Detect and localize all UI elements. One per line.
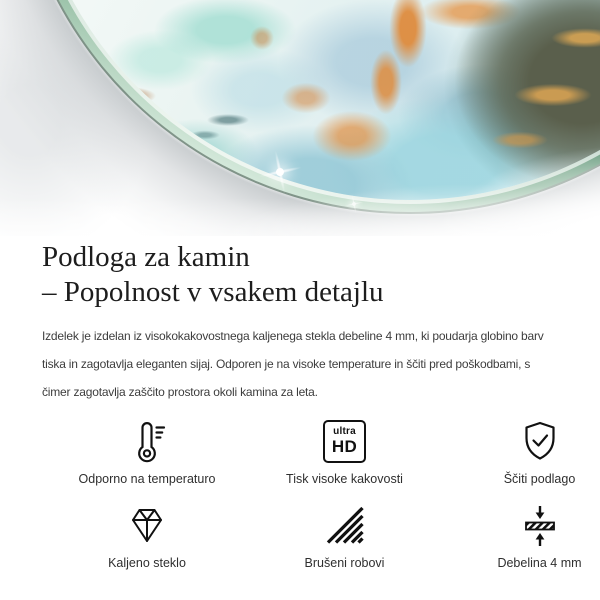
ultra-hd-icon-text-bottom: HD: [331, 437, 358, 456]
ultra-hd-icon-text-top: ultra: [333, 426, 356, 437]
product-description: Izdelek je izdelan iz visokokakovostnega kaljenega stekla debeline 4 mm, ki poudarja globino barv tiska in zagotavlja eleganten sijaj. Odporen je na visoke temperature in ščiti pred poškodbami, s čimer zagotavlja zaščito prostora okoli kamina za leta.: [42, 329, 544, 399]
beveled-edges-icon: [323, 502, 367, 548]
title-line-2: – Popolnost v vsakem detajlu: [42, 276, 384, 308]
diamond-icon: [125, 502, 169, 548]
content-area: [0, 240, 600, 570]
feature-label: Ščiti podlago: [503, 472, 576, 486]
feature-label: Tisk visoke kakovosti: [286, 472, 403, 486]
thermometer-icon: [125, 418, 169, 464]
feature-polished-edges: [252, 502, 437, 570]
feature-label: Brušeni robovi: [304, 556, 385, 570]
feature-thickness: [437, 502, 600, 570]
image-white-fade: [0, 0, 600, 236]
feature-label: Odporno na temperaturo: [78, 472, 216, 486]
product-hero-image[interactable]: [0, 0, 600, 236]
feature-protects-surface: [437, 418, 600, 486]
feature-label: Kaljeno steklo: [108, 556, 186, 570]
shield-check-icon: [518, 418, 562, 464]
ultra-hd-icon: [323, 418, 366, 464]
page-title: [42, 240, 558, 310]
title-line-1: Podloga za kamin: [42, 241, 250, 273]
feature-label: Debelina 4 mm: [497, 556, 582, 570]
feature-tempered-glass: [42, 502, 252, 570]
features-grid: [42, 418, 582, 570]
feature-temperature-resistant: [42, 418, 252, 486]
thickness-icon: [518, 502, 562, 548]
feature-print-quality: [252, 418, 437, 486]
